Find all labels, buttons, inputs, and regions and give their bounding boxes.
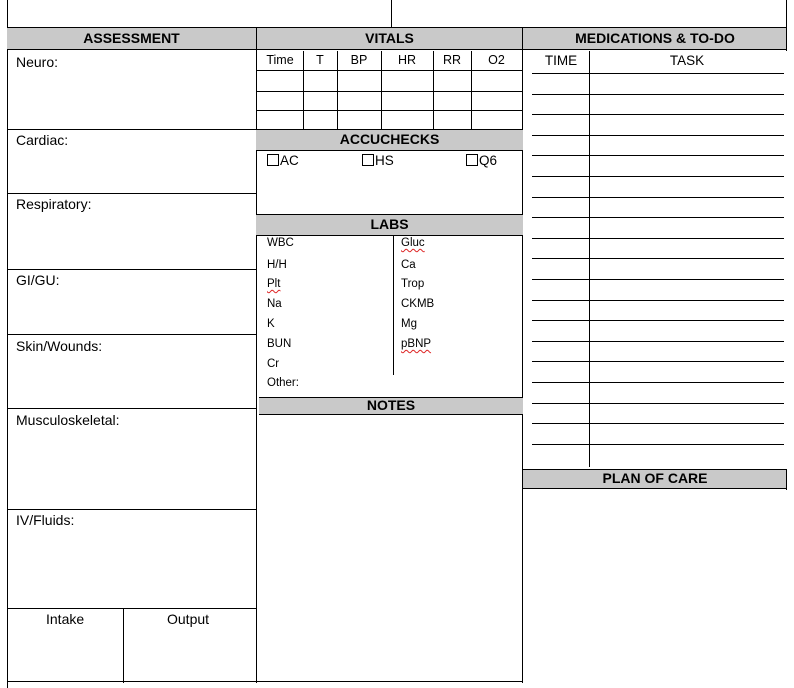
neuro-label: Neuro: bbox=[16, 54, 59, 70]
lab-k: K bbox=[267, 318, 275, 330]
meds-row-line bbox=[532, 155, 784, 156]
accucheck-ac[interactable] bbox=[267, 153, 299, 168]
top-divider bbox=[391, 0, 392, 28]
divider bbox=[7, 269, 257, 270]
vitals-col-line bbox=[303, 51, 304, 129]
vitals-row-line bbox=[257, 110, 522, 111]
divider bbox=[7, 334, 257, 335]
divider bbox=[7, 608, 257, 609]
vitals-col-line bbox=[381, 51, 382, 129]
meds-row-line bbox=[532, 403, 784, 404]
meds-row-line bbox=[532, 114, 784, 115]
lab-hh: H/H bbox=[267, 259, 287, 271]
checkbox-icon[interactable] bbox=[362, 154, 374, 166]
accucheck-ac-label: AC bbox=[280, 153, 299, 168]
meds-row-line bbox=[532, 73, 784, 74]
lab-mg: Mg bbox=[401, 318, 417, 330]
checkbox-icon[interactable] bbox=[267, 154, 279, 166]
lab-ckmb: CKMB bbox=[401, 298, 435, 310]
plan-right-border bbox=[786, 469, 787, 490]
vitals-col-o2: O2 bbox=[488, 53, 505, 67]
output-label: Output bbox=[167, 611, 210, 627]
divider bbox=[7, 129, 257, 130]
vitals-col-line bbox=[471, 51, 472, 129]
meds-time-header: TIME bbox=[544, 53, 578, 68]
vitals-col-line bbox=[337, 51, 338, 129]
lab-other: Other: bbox=[267, 377, 299, 389]
accucheck-hs[interactable] bbox=[362, 153, 394, 168]
meds-row-line bbox=[532, 197, 784, 198]
meds-row-line bbox=[532, 300, 784, 301]
meds-row-line bbox=[532, 258, 784, 259]
divider bbox=[7, 408, 257, 409]
musculoskeletal-label: Musculoskeletal: bbox=[16, 412, 120, 428]
right-border-top bbox=[786, 27, 787, 51]
lab-gluc: Gluc bbox=[401, 237, 425, 249]
meds-row-line bbox=[532, 361, 784, 362]
vitals-col-t: T bbox=[316, 53, 324, 67]
plan-of-care-header: PLAN OF CARE bbox=[523, 469, 787, 489]
meds-row-line bbox=[532, 444, 784, 445]
lab-wbc: WBC bbox=[267, 237, 294, 249]
divider bbox=[7, 193, 257, 194]
lab-pbnp: pBNP bbox=[401, 338, 432, 350]
cardiac-label: Cardiac: bbox=[16, 132, 69, 148]
intake-divider bbox=[123, 608, 124, 683]
vitals-col-hr: HR bbox=[397, 53, 417, 67]
meds-row-line bbox=[532, 94, 784, 95]
accucheck-q6-label: Q6 bbox=[479, 153, 498, 168]
notes-header: NOTES bbox=[259, 397, 523, 415]
lab-ca: Ca bbox=[401, 259, 416, 271]
checkbox-icon[interactable] bbox=[466, 154, 478, 166]
lab-plt: Plt bbox=[267, 278, 281, 290]
column-divider-1 bbox=[256, 27, 257, 683]
lab-bun: BUN bbox=[267, 338, 292, 350]
column-divider-2 bbox=[522, 27, 523, 683]
meds-row-line bbox=[532, 423, 784, 424]
lab-cr: Cr bbox=[267, 358, 280, 370]
meds-row-line bbox=[532, 135, 784, 136]
meds-row-line bbox=[532, 176, 784, 177]
lab-na: Na bbox=[267, 298, 282, 310]
vitals-col-rr: RR bbox=[442, 53, 462, 67]
meds-header: MEDICATIONS & TO-DO bbox=[523, 27, 787, 50]
meds-row-line bbox=[532, 341, 784, 342]
vitals-row-line bbox=[257, 91, 522, 92]
vitals-header: VITALS bbox=[256, 27, 523, 50]
vitals-col-time: Time bbox=[266, 53, 294, 67]
left-border bbox=[7, 0, 8, 688]
gi-gu-label: GI/GU: bbox=[16, 272, 60, 288]
vitals-col-bp: BP bbox=[350, 53, 368, 67]
accucheck-hs-label: HS bbox=[375, 153, 394, 168]
bottom-border bbox=[7, 681, 523, 682]
skin-wounds-label: Skin/Wounds: bbox=[16, 338, 103, 354]
accuchecks-header: ACCUCHECKS bbox=[256, 129, 523, 151]
labs-header: LABS bbox=[256, 214, 523, 236]
divider bbox=[7, 509, 257, 510]
meds-row-line bbox=[532, 320, 784, 321]
meds-row-line bbox=[532, 238, 784, 239]
vitals-row-line bbox=[257, 70, 522, 71]
meds-row-line bbox=[532, 279, 784, 280]
respiratory-label: Respiratory: bbox=[16, 196, 92, 212]
top-right-border bbox=[786, 0, 787, 28]
iv-fluids-label: IV/Fluids: bbox=[16, 512, 75, 528]
labs-divider bbox=[393, 236, 394, 375]
lab-trop: Trop bbox=[401, 278, 425, 290]
meds-task-header: TASK bbox=[669, 53, 705, 68]
meds-row-line bbox=[532, 217, 784, 218]
assessment-header: ASSESSMENT bbox=[7, 27, 256, 50]
vitals-col-line bbox=[433, 51, 434, 129]
intake-label: Intake bbox=[46, 611, 85, 627]
meds-row-line bbox=[532, 382, 784, 383]
accucheck-q6[interactable] bbox=[466, 153, 497, 168]
